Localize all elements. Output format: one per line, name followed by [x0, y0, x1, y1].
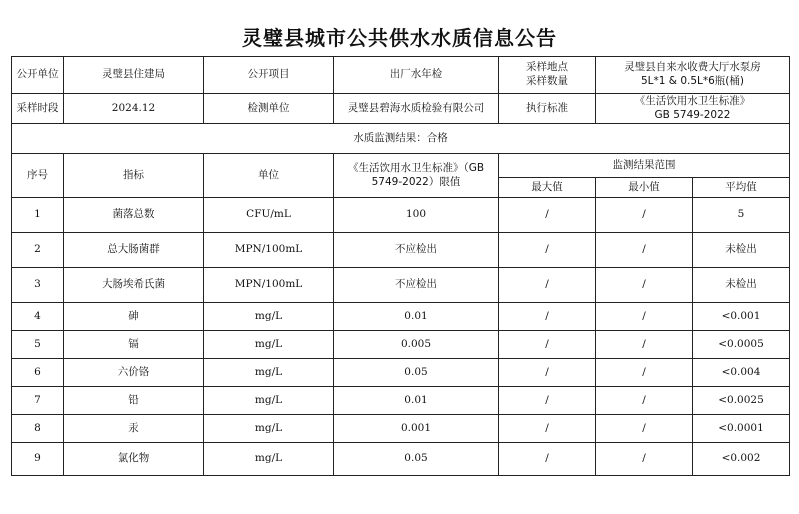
row-unit: CFU/mL — [204, 198, 334, 233]
table-row — [12, 268, 790, 303]
row-limit: 0.001 — [334, 415, 499, 443]
row-unit: mg/L — [204, 415, 334, 443]
row-unit: mg/L — [204, 387, 334, 415]
row-limit: 0.01 — [334, 303, 499, 331]
row-indicator: 大肠埃希氏菌 — [64, 268, 204, 303]
summary-row — [12, 124, 790, 154]
row-limit: 0.05 — [334, 443, 499, 476]
lab-label: 检测单位 — [204, 94, 334, 124]
row-min: / — [596, 303, 693, 331]
row-min: / — [596, 443, 693, 476]
row-avg: <0.0001 — [693, 415, 790, 443]
row-limit: 0.01 — [334, 387, 499, 415]
header-unit: 单位 — [204, 154, 334, 198]
water-quality-table — [11, 56, 790, 476]
row-max: / — [499, 198, 596, 233]
location-label: 采样地点 采样数量 — [499, 57, 596, 94]
row-unit: MPN/100mL — [204, 268, 334, 303]
header-indicator: 指标 — [64, 154, 204, 198]
data-rows — [12, 198, 790, 476]
row-indicator: 汞 — [64, 415, 204, 443]
row-max: / — [499, 415, 596, 443]
publisher-label: 公开单位 — [12, 57, 64, 94]
row-indicator: 六价铬 — [64, 359, 204, 387]
row-index: 9 — [12, 443, 64, 476]
row-max: / — [499, 443, 596, 476]
publisher-value: 灵璧县住建局 — [64, 57, 204, 94]
row-index: 3 — [12, 268, 64, 303]
row-avg: <0.002 — [693, 443, 790, 476]
row-max: / — [499, 331, 596, 359]
row-unit: mg/L — [204, 443, 334, 476]
header-index: 序号 — [12, 154, 64, 198]
row-avg: <0.001 — [693, 303, 790, 331]
row-unit: mg/L — [204, 359, 334, 387]
row-min: / — [596, 198, 693, 233]
table-row — [12, 387, 790, 415]
row-max: / — [499, 303, 596, 331]
row-index: 4 — [12, 303, 64, 331]
result-summary: 水质监测结果：合格 — [12, 124, 790, 154]
page-title: 灵璧县城市公共供水水质信息公告 — [242, 26, 557, 50]
row-limit: 不应检出 — [334, 233, 499, 268]
row-indicator: 氯化物 — [64, 443, 204, 476]
item-value: 出厂水年检 — [334, 57, 499, 94]
info-row-2 — [12, 94, 790, 124]
header-max: 最大值 — [499, 178, 596, 198]
period-value: 2024.12 — [64, 94, 204, 124]
header-limit: 《生活饮用水卫生标准》（GB 5749-2022）限值 — [334, 154, 499, 198]
location-value: 灵璧县自来水收费大厅水泵房 5L*1 & 0.5L*6瓶(桶) — [596, 57, 790, 94]
table-row — [12, 443, 790, 476]
row-max: / — [499, 387, 596, 415]
row-index: 7 — [12, 387, 64, 415]
row-min: / — [596, 331, 693, 359]
row-min: / — [596, 387, 693, 415]
table-row — [12, 303, 790, 331]
row-min: / — [596, 415, 693, 443]
row-max: / — [499, 268, 596, 303]
standard-value: 《生活饮用水卫生标准》 GB 5749-2022 — [596, 94, 790, 124]
row-indicator: 铅 — [64, 387, 204, 415]
row-avg: <0.0025 — [693, 387, 790, 415]
row-limit: 0.05 — [334, 359, 499, 387]
row-min: / — [596, 359, 693, 387]
table-row — [12, 198, 790, 233]
row-unit: MPN/100mL — [204, 233, 334, 268]
row-unit: mg/L — [204, 331, 334, 359]
item-label: 公开项目 — [204, 57, 334, 94]
row-unit: mg/L — [204, 303, 334, 331]
row-min: / — [596, 233, 693, 268]
row-max: / — [499, 359, 596, 387]
period-label: 采样时段 — [12, 94, 64, 124]
lab-value: 灵璧县碧海水质检验有限公司 — [334, 94, 499, 124]
header-min: 最小值 — [596, 178, 693, 198]
row-avg: 未检出 — [693, 268, 790, 303]
row-index: 1 — [12, 198, 64, 233]
row-limit: 0.005 — [334, 331, 499, 359]
header-row-1 — [12, 154, 790, 178]
standard-label: 执行标准 — [499, 94, 596, 124]
info-row-1 — [12, 57, 790, 94]
row-index: 2 — [12, 233, 64, 268]
row-min: / — [596, 268, 693, 303]
row-index: 8 — [12, 415, 64, 443]
table-row — [12, 331, 790, 359]
row-max: / — [499, 233, 596, 268]
row-indicator: 菌落总数 — [64, 198, 204, 233]
row-limit: 不应检出 — [334, 268, 499, 303]
row-indicator: 镉 — [64, 331, 204, 359]
row-avg: <0.004 — [693, 359, 790, 387]
header-range: 监测结果范围 — [499, 154, 790, 178]
table-row — [12, 415, 790, 443]
table-row — [12, 359, 790, 387]
row-avg: 未检出 — [693, 233, 790, 268]
row-indicator: 砷 — [64, 303, 204, 331]
row-index: 5 — [12, 331, 64, 359]
row-index: 6 — [12, 359, 64, 387]
header-avg: 平均值 — [693, 178, 790, 198]
row-indicator: 总大肠菌群 — [64, 233, 204, 268]
row-limit: 100 — [334, 198, 499, 233]
row-avg: 5 — [693, 198, 790, 233]
table-row — [12, 233, 790, 268]
row-avg: <0.0005 — [693, 331, 790, 359]
